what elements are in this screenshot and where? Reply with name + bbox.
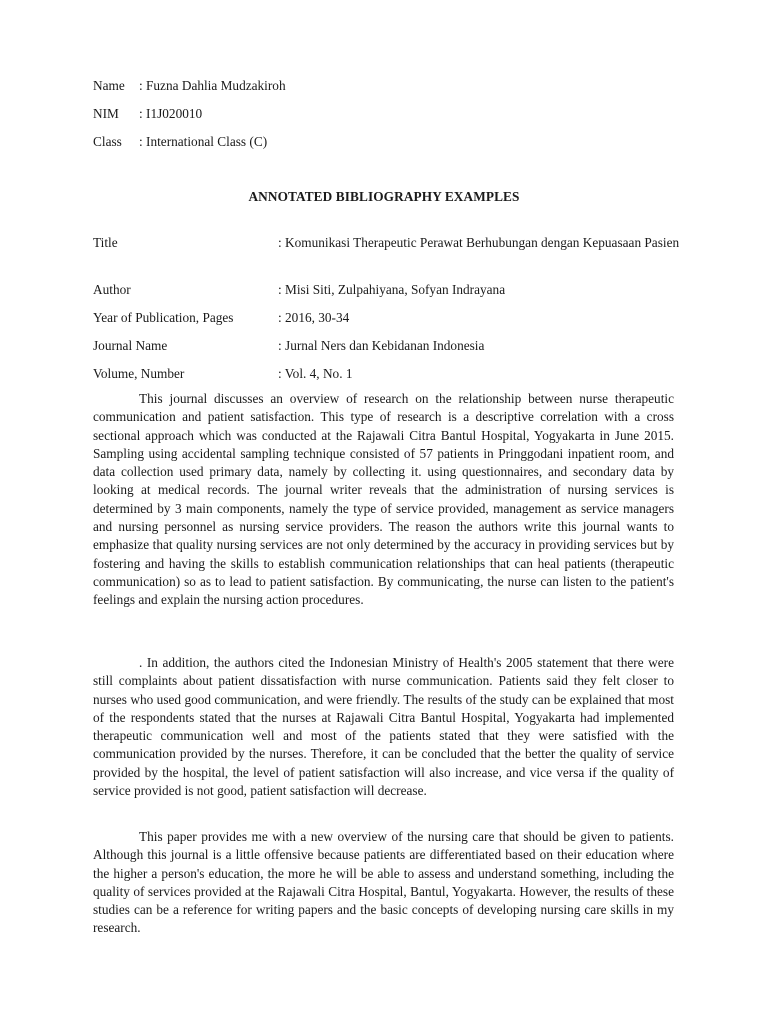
summary-paragraph: This journal discusses an overview of research on the relationship between nurse therapeutic communication and patient satisfaction. This type of research is a descriptive correlation with a cross sectional approach which was conducted at the Rajawali Citra Bantul Hospital, Yogyakarta in June 2015. Sampling using accidental sampling technique consisted of 57 patients in Pringgodani inpatient room, and data collection used primary data, namely by collecting it. using questionnaires, and secondary data by looking at medical records. The journal writer reveals that the administration of nursing services is determined by 3 main components, namely the type of service provided, management as service managers and nursing personnel as nursing service providers. The reason the authors write this journal wants to emphasize that quality nursing services are not only determined by the accuracy in providing services but by fostering and having the skills to establish communication relationships that can heal patients (therapeutic communication) so as to lead to patient satisfaction. By communicating, the nurse can listen to the patient's feelings and explain the nursing action procedures. <box>93 391 674 608</box>
bib-journal-label: Journal Name <box>93 338 168 353</box>
nim-value: : I1J020010 <box>139 106 203 121</box>
class-value: : International Class (C) <box>139 134 268 149</box>
name-value: : Fuzna Dahlia Mudzakiroh <box>139 78 286 93</box>
bib-year-value: : 2016, 30-34 <box>278 310 350 325</box>
document-title: ANNOTATED BIBLIOGRAPHY EXAMPLES <box>248 189 520 204</box>
reflection-paragraph: This paper provides me with a new overview of the nursing care that should be given to patients. Although this journal is a little offensive because patients are differentiated based on their education where the higher a person's education, the more he will be able to assess and understand something, including the quality of services provided at the Rajawali Citra Hospital, Bantul, Yogyakarta. However, the results of these studies can be a reference for writing papers and the basic concepts of developing nursing care skills in my research. <box>93 829 674 936</box>
bib-volume-label: Volume, Number <box>93 366 185 381</box>
bib-year-label: Year of Publication, Pages <box>93 310 234 325</box>
bib-author-label: Author <box>93 282 131 297</box>
student-name-row <box>93 76 286 96</box>
nim-label: NIM <box>93 106 119 121</box>
student-class-row <box>93 132 267 152</box>
bib-volume-value: : Vol. 4, No. 1 <box>278 366 353 381</box>
class-label: Class <box>93 134 122 149</box>
bib-author-value: : Misi Siti, Zulpahiyana, Sofyan Indrayana <box>278 282 506 297</box>
findings-paragraph: . In addition, the authors cited the Indonesian Ministry of Health's 2005 statement that there were still complaints about patient dissatisfaction with nurse communication. Patients said they felt closer to nurses who used good communication, and were friendly. The results of the study can be explained that most of the respondents stated that the nurses at Rajawali Citra Bantul Hospital, Yogyakarta had implemented therapeutic communication well and most of the patients stated that they were satisfied with the communication provided by the nurses. Therefore, it can be concluded that the better the quality of service provided by the hospital, the level of patient satisfaction will also increase, and vice versa if the quality of service provided is not good, patient satisfaction will decrease. <box>93 655 674 799</box>
bib-journal-value: : Jurnal Ners dan Kebidanan Indonesia <box>278 338 485 353</box>
bib-title-value: : Komunikasi Therapeutic Perawat Berhubungan dengan Kepuasaan Pasien <box>278 235 680 250</box>
student-nim-row <box>93 104 202 124</box>
bib-title-label: Title <box>93 235 118 250</box>
name-label: Name <box>93 78 125 93</box>
